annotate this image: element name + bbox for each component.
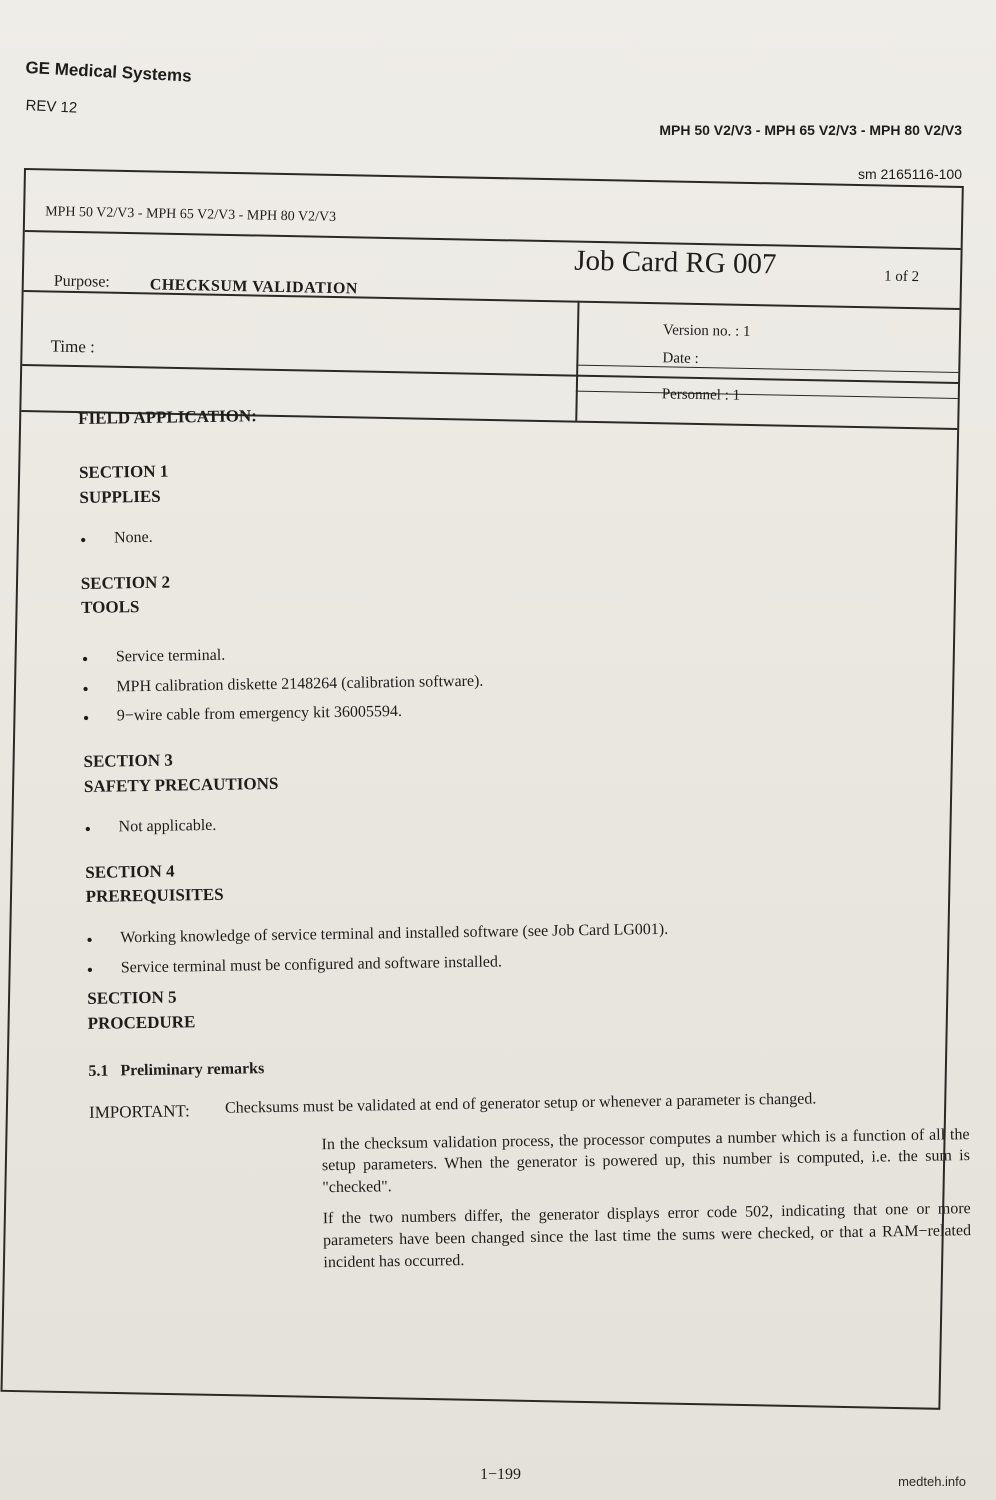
card-time-divider	[22, 364, 958, 384]
section-safety-precautions	[83, 736, 964, 839]
paragraph: In the checksum validation process, the processor computes a number which is a function of all the setup parameters. When the generator is powered up, this number is computed, i.e. the sum is "checked".	[321, 1125, 970, 1197]
date-field: Date :	[662, 350, 699, 367]
watermark: medteh.info	[898, 1474, 966, 1489]
list-item: • None.	[80, 514, 960, 549]
bullet-icon: •	[82, 678, 89, 699]
bullet-icon: •	[82, 708, 90, 729]
card-date-divider	[576, 365, 958, 373]
section-procedure	[87, 973, 968, 1036]
section-number: SECTION 2	[80, 572, 171, 593]
job-card-content	[78, 394, 972, 1277]
purpose-label: Purpose:	[53, 272, 110, 291]
section-number: SECTION 1	[78, 461, 169, 482]
personnel-field: Personnel : 1	[661, 386, 741, 404]
important-note	[89, 1086, 969, 1121]
page-number: 1−199	[480, 1466, 522, 1483]
section-number: SECTION 5	[87, 987, 177, 1009]
version-field: Version no. : 1	[662, 322, 751, 340]
important-text: Checksums must be validated at end of generator setup or whenever a parameter is changed.	[224, 1090, 817, 1117]
section-prerequisites	[85, 847, 967, 979]
list-item: • Not applicable.	[84, 803, 964, 838]
bullet-icon: •	[86, 959, 94, 980]
job-card-title: Job Card RG 007	[574, 244, 777, 281]
section-number: SECTION 3	[83, 750, 173, 771]
card-page-indicator: 1 of 2	[883, 268, 920, 286]
bullet-icon: •	[81, 648, 89, 670]
list-item: • MPH calibration diskette 2148264 (calibration software).	[82, 663, 962, 698]
section-supplies	[79, 447, 960, 550]
header-models: MPH 50 V2/V3 - MPH 65 V2/V3 - MPH 80 V2/V3	[659, 122, 962, 138]
list-item: • 9−wire cable from emergency kit 36005594.	[83, 692, 963, 727]
bullet-icon: •	[86, 929, 93, 950]
list-item: • Service terminal.	[82, 633, 962, 668]
field-application-heading: FIELD APPLICATION:	[78, 406, 257, 428]
list-item: • Service terminal must be configured and software installed.	[87, 944, 967, 979]
section-title: PROCEDURE	[87, 1012, 196, 1033]
card-models: MPH 50 V2/V3 - MPH 65 V2/V3 - MPH 80 V2/V3	[45, 204, 337, 225]
revision-label: REV 12	[25, 97, 78, 117]
company-name: GE Medical Systems	[25, 58, 193, 86]
section-title: SUPPLIES	[79, 486, 161, 507]
section-title: TOOLS	[80, 597, 140, 618]
service-manual-number: sm 2165116-100	[857, 166, 962, 182]
section-number: SECTION 4	[85, 861, 175, 882]
subsection-heading: 5.1 Preliminary remarks	[88, 1059, 265, 1080]
card-header-divider	[25, 230, 961, 250]
list-item: • Working knowledge of service terminal and installed software (see Job Card LG001).	[86, 914, 966, 949]
bullet-icon: •	[84, 819, 92, 840]
section-tools	[81, 558, 963, 728]
important-label: IMPORTANT:	[88, 1101, 190, 1123]
section-title: SAFETY PRECAUTIONS	[83, 773, 279, 796]
bullet-icon: •	[79, 530, 87, 551]
time-field: Time :	[50, 336, 96, 357]
section-title: PREREQUISITES	[85, 885, 224, 907]
purpose-value: CHECKSUM VALIDATION	[149, 276, 359, 298]
paragraph: If the two numbers differ, the generator displays error code 502, indicating that one or more parameters have been changed since the last time the sums were checked, or that a RAM−related incident has occurred.	[322, 1200, 972, 1271]
